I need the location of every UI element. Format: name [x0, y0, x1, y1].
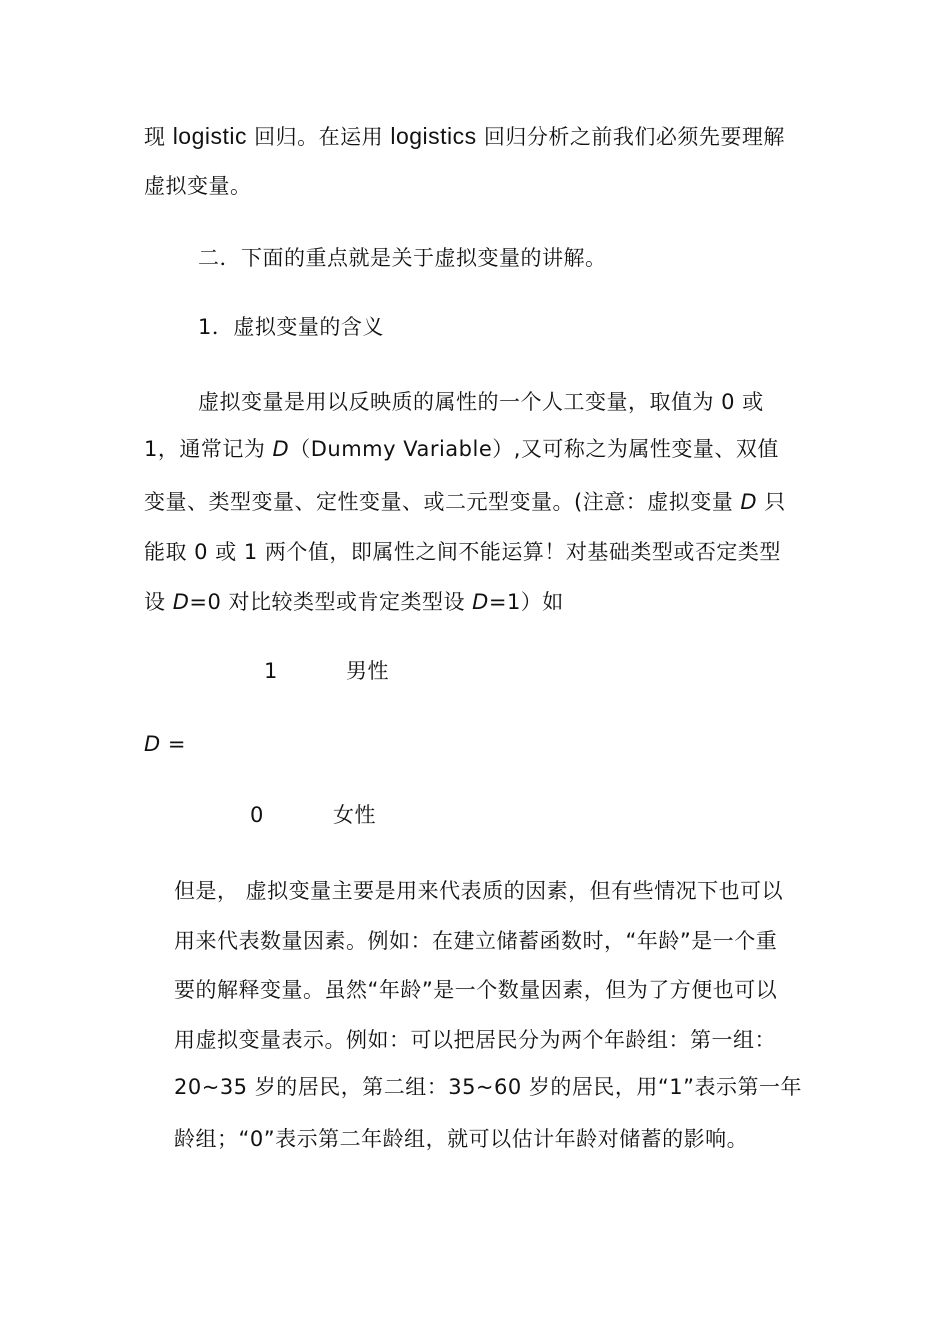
text-span: 设: [144, 590, 173, 614]
example-line-5: 20~35 岁的居民，第二组：35~60 岁的居民，用“1”表示第一年: [174, 1075, 803, 1099]
text-span: 回归分析之前我们必须先要理解: [476, 125, 785, 149]
example-line-3: 要的解释变量。虽然“年龄”是一个数量因素，但为了方便也可以: [174, 978, 778, 1002]
example-line-6: 龄组；“0”表示第二年龄组，就可以估计年龄对储蓄的影响。: [174, 1127, 749, 1151]
variable-d: D: [272, 437, 290, 461]
definition-line-1: 虚拟变量是用以反映质的属性的一个人工变量，取值为 0 或: [198, 390, 764, 414]
text-span: 变量、类型变量、定性变量、或二元型变量。(注意：虚拟变量: [144, 490, 741, 514]
subheading: 1．虚拟变量的含义: [198, 315, 384, 339]
text-span: 只: [757, 490, 786, 514]
intro-line-1: [144, 122, 806, 151]
variable-d: D: [740, 490, 758, 514]
text-span: 1，通常记为: [144, 437, 273, 461]
formula-top-label: 男性: [346, 659, 389, 683]
section-heading: 二．下面的重点就是关于虚拟变量的讲解。: [198, 246, 607, 270]
definition-line-2: [144, 435, 779, 463]
definition-line-5: [144, 588, 564, 616]
equals-sign: =: [160, 732, 186, 756]
definition-line-4: 能取 0 或 1 两个值，即属性之间不能运算！对基础类型或否定类型: [144, 540, 781, 564]
formula-bottom-value: 0: [250, 803, 264, 827]
example-line-4: 用虚拟变量表示。例如：可以把居民分为两个年龄组：第一组：: [174, 1028, 776, 1052]
intro-line-2: 虚拟变量。: [144, 174, 252, 198]
definition-line-3: [144, 488, 786, 516]
formula-lhs: [144, 730, 186, 758]
text-span: 现: [144, 125, 173, 149]
term-logistics: logistics: [390, 123, 477, 149]
text-span: =0 对比较类型或肯定类型设: [189, 590, 473, 614]
example-line-1: 但是， 虚拟变量主要是用来代表质的因素，但有些情况下也可以: [174, 879, 784, 903]
term-logistic: logistic: [172, 123, 247, 149]
formula-bottom-label: 女性: [333, 803, 376, 827]
text-span: 回归。在运用: [247, 125, 391, 149]
formula-top-value: 1: [264, 659, 278, 683]
variable-d: D: [172, 590, 190, 614]
text-span: =1）如: [488, 590, 564, 614]
example-line-2: 用来代表数量因素。例如：在建立储蓄函数时，“年龄”是一个重: [174, 929, 778, 953]
variable-d: D: [144, 732, 161, 756]
text-span: （Dummy Variable）,又可称之为属性变量、双值: [289, 437, 779, 461]
variable-d: D: [472, 590, 489, 614]
